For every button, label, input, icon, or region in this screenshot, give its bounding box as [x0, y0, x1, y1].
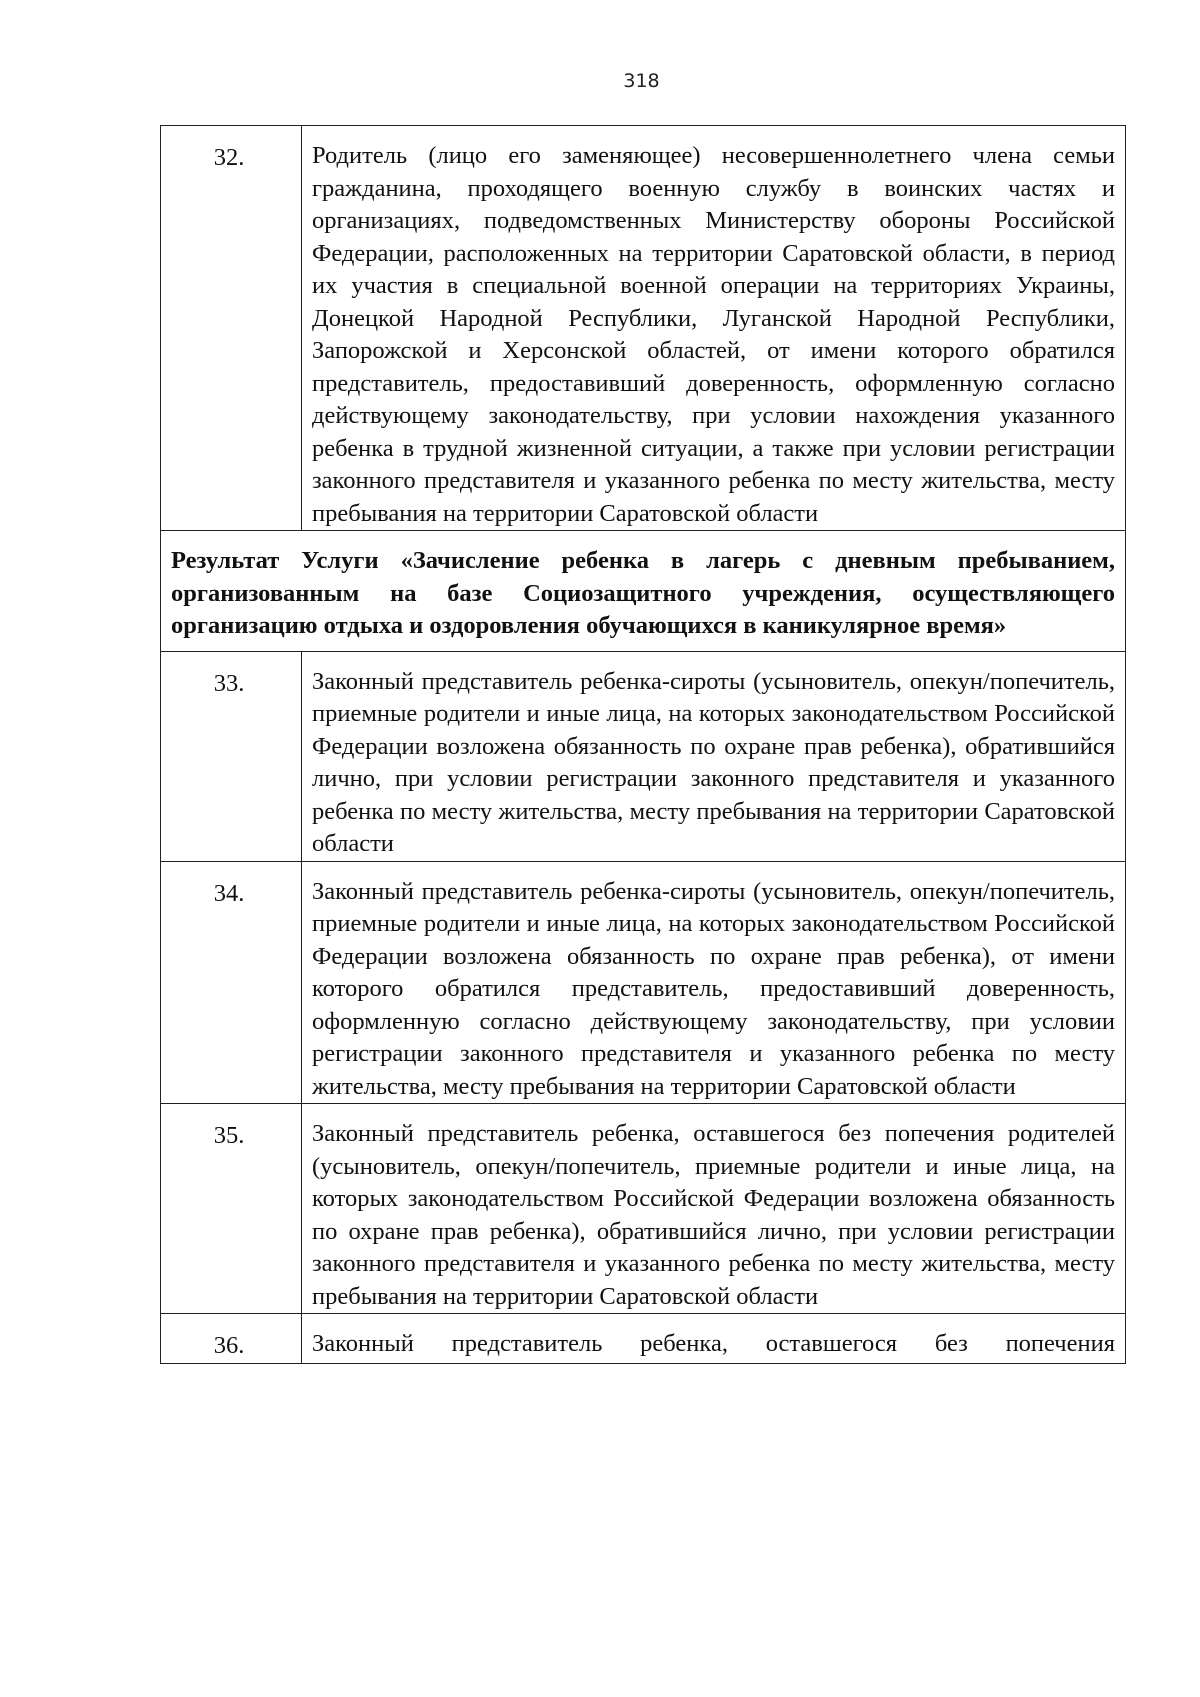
- row-text: Законный представитель ребенка, оставшегося без попечения родителей (усыновитель, опекун/попечитель, приемные родители и иные лица, на которых законодательством Российской Федерации возложена обязанность по охране прав ребенка), обратившийся лично, при условии регистрации законного представителя и указанного ребенка по месту жительства, месту пребывания на территории Саратовской области: [302, 1104, 1126, 1314]
- row-text: Законный представитель ребенка-сироты (усыновитель, опекун/попечитель, приемные родители и иные лица, на которых законодательством Российской Федерации возложена обязанность по охране прав ребенка), обратившийся лично, при условии регистрации законного представителя и указанного ребенка по месту жительства, месту пребывания на территории Саратовской области: [302, 651, 1126, 861]
- row-text: Родитель (лицо его заменяющее) несовершеннолетнего члена семьи гражданина, проходящего военную службу в воинских частях и организациях, подведомственных Министерству обороны Российской Федерации, расположенных на территории Саратовской области, в период их участия в специальной военной операции на территориях Украины, Донецкой Народной Республики, Луганской Народной Республики, Запорожской и Херсонской областей, от имени которого обратился представитель, предоставивший доверенность, оформленную согласно действующему законодательству, при условии нахождения указанного ребенка в трудной жизненной ситуации, а также при условии регистрации законного представителя и указанного ребенка по месту жительства, месту пребывания на территории Саратовской области: [302, 126, 1126, 531]
- section-title: Результат Услуги «Зачисление ребенка в лагерь с дневным пребыванием, организованным на базе Социозащитного учреждения, осуществляющего организацию отдыха и оздоровления обучающихся в каникулярное время»: [161, 531, 1126, 652]
- table-row: [161, 651, 1126, 861]
- table-row: [161, 861, 1126, 1104]
- row-text: Законный представитель ребенка-сироты (усыновитель, опекун/попечитель, приемные родители и иные лица, на которых законодательством Российской Федерации возложена обязанность по охране прав ребенка), от имени которого обратился представитель, предоставивший доверенность, оформленную согласно действующему законодательству, при условии регистрации законного представителя и указанного ребенка по месту жительства, месту пребывания на территории Саратовской области: [302, 861, 1126, 1104]
- table-row: [161, 1314, 1126, 1364]
- page-number: 318: [623, 70, 660, 92]
- row-number: 36.: [161, 1314, 302, 1364]
- section-header-row: [161, 531, 1126, 652]
- row-number: 33.: [161, 651, 302, 861]
- row-number: 35.: [161, 1104, 302, 1314]
- row-text: Законный представитель ребенка, оставшегося без попечения: [302, 1314, 1126, 1364]
- table-row: [161, 1104, 1126, 1314]
- table-row: [161, 126, 1126, 531]
- services-table: [160, 125, 1126, 1364]
- row-number: 34.: [161, 861, 302, 1104]
- row-number: 32.: [161, 126, 302, 531]
